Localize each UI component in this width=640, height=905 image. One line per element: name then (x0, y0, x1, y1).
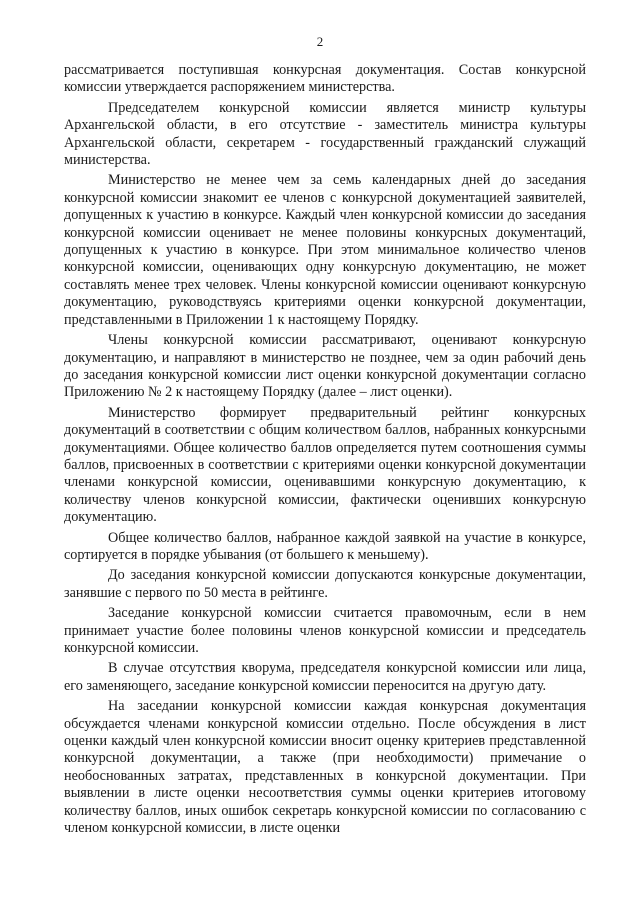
paragraph: Председателем конкурсной комиссии является министр культуры Архангельской области, в его отсутствие - заместитель министра культуры Архангельской области, секретарем - государственный гражданский служащий министерства. (64, 99, 586, 169)
paragraph: Министерство формирует предварительный рейтинг конкурсных документаций в соответствии с общим количеством баллов, набранных конкурсными документациями. Общее количество баллов определяется путем соотношения суммы баллов, присвоенных в соответствии с критериями оценки конкурсной документации членами конкурсной комиссии, оценивавшими конкурсную документацию, к количеству членов конкурсной комиссии, фактически оценивших конкурсную документацию. (64, 404, 586, 526)
paragraph: Министерство не менее чем за семь календарных дней до заседания конкурсной комиссии знакомит ее членов с конкурсной документацией заявителей, допущенных к участию в конкурсе. Каждый член конкурсной комиссии до заседания конкурсной комиссии оценивает не менее половины конкурсных документаций, допущенных к участию в конкурсе. При этом минимальное количество членов конкурсной комиссии, оценивающих одну конкурсную документацию, не может составлять менее трех человек. Члены конкурсной комиссии оценивают конкурсную документацию, руководствуясь критериями оценки конкурсной документации, представленными в Приложении 1 к настоящему Порядку. (64, 172, 586, 328)
paragraph: На заседании конкурсной комиссии каждая конкурсная документация обсуждается членами конкурсной комиссии отдельно. После обсуждения в лист оценки каждый член конкурсной комиссии вносит оценку критериев представленной конкурсной документации, а также (при необходимости) примечание о необоснованных затратах, представленных в конкурсной документации. При выявлении в листе оценки несоответствия суммы оценки критериев итоговому количеству баллов, иных ошибок секретарь конкурсной комиссии по согласованию с членом конкурсной комиссии, в листе оценки (64, 698, 586, 837)
paragraph: В случае отсутствия кворума, председателя конкурсной комиссии или лица, его заменяющего, заседание конкурсной комиссии переносится на другую дату. (64, 660, 586, 694)
paragraph: Члены конкурсной комиссии рассматривают, оценивают конкурсную документацию, и направляют в министерство не позднее, чем за один рабочий день до заседания конкурсной комиссии лист оценки конкурсной документации согласно Приложению № 2 к настоящему Порядку (далее – лист оценки). (64, 332, 586, 401)
page-number: 2 (316, 34, 324, 49)
paragraph: Заседание конкурсной комиссии считается правомочным, если в нем принимает участие более половины членов конкурсной комиссии и председатель конкурсной комиссии. (64, 605, 586, 656)
paragraph: рассматривается поступившая конкурсная документация. Состав конкурсной комиссии утверждается распоряжением министерства. (64, 62, 586, 96)
paragraph: Общее количество баллов, набранное каждой заявкой на участие в конкурсе, сортируется в порядке убывания (от большего к меньшему). (64, 529, 586, 563)
paragraph: До заседания конкурсной комиссии допускаются конкурсные документации, занявшие с первого по 50 места в рейтинге. (64, 567, 586, 601)
document-body (64, 62, 586, 837)
